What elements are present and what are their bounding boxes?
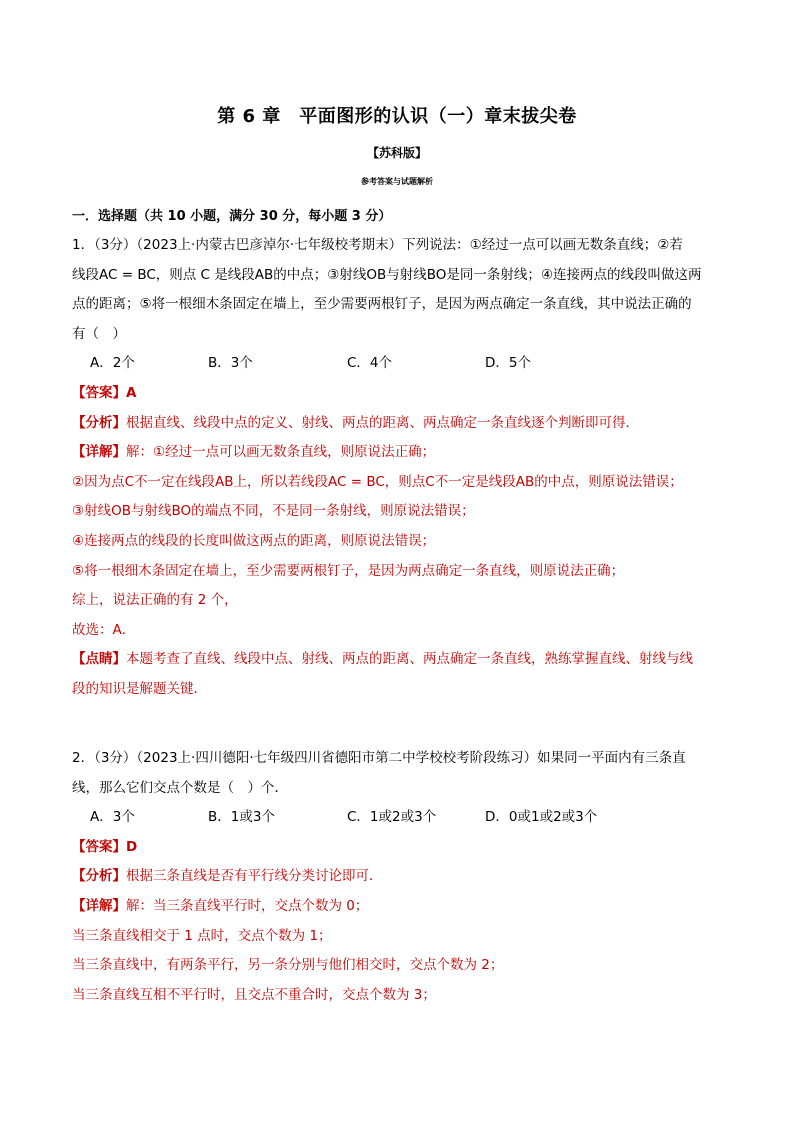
answer-key-subtitle: 参考答案与试题解析: [361, 177, 433, 186]
question-text-line: 有（ ）: [72, 325, 126, 342]
answer-line: [72, 379, 722, 409]
analysis-line: [72, 862, 722, 892]
question-1: [72, 231, 722, 705]
answer-tag: 【答案】: [72, 838, 126, 855]
detail-text: 解：当三条直线平行时，交点个数为 0；: [126, 897, 369, 914]
option-d: D．5个: [485, 355, 531, 372]
detail-line: [72, 438, 722, 468]
question-text-line: 2．（3分）（2023上·四川德阳·七年级四川省德阳市第二中学校校考阶段练习）如果同一平面内有三条直: [72, 750, 686, 766]
comment-tag: 【点睛】: [72, 651, 126, 668]
detail-line: 当三条直线中，有两条平行，另一条分别与他们相交时，交点个数为 2；: [72, 957, 504, 974]
detail-tag: 【详解】: [72, 444, 126, 461]
answer-value: A: [126, 384, 137, 401]
detail-line: [72, 892, 722, 922]
detail-line: 综上，说法正确的有 2 个，: [72, 592, 238, 609]
option-d: D．0或1或2或3个: [485, 809, 598, 826]
analysis-text: 根据三条直线是否有平行线分类讨论即可．: [126, 868, 383, 885]
question-text-line: 1．（3分）（2023上·内蒙古巴彦淖尔·七年级校考期末）下列说法：①经过一点可以画无数条直线；②若: [72, 237, 683, 253]
analysis-line: [72, 409, 722, 439]
question-2: [72, 744, 722, 1010]
section-heading: 一．选择题（共 10 小题，满分 30 分，每小题 3 分）: [72, 209, 392, 224]
option-c: C．4个: [347, 355, 393, 372]
detail-line: ④连接两点的线段的长度叫做这两点的距离，则原说法错误；: [72, 532, 436, 549]
answer-tag: 【答案】: [72, 384, 126, 401]
detail-line: ③射线OB与射线BO的端点不同，不是同一条射线，则原说法错误；: [72, 503, 475, 520]
comment-text: 本题考查了直线、线段中点、射线、两点的距离、两点确定一条直线，熟练掌握直线、射线与线: [126, 651, 693, 668]
option-b: B．3个: [208, 355, 253, 372]
detail-line: 故选：A．: [72, 621, 136, 638]
option-a: A．2个: [90, 355, 135, 372]
edition-label: 【苏科版】: [366, 146, 427, 160]
option-a: A．3个: [90, 809, 135, 826]
detail-line: 当三条直线相交于 1 点时，交点个数为 1；: [72, 927, 332, 944]
detail-line: 当三条直线互相不平行时，且交点不重合时，交点个数为 3；: [72, 986, 436, 1003]
detail-tag: 【详解】: [72, 897, 126, 914]
question-text-line: 线段AC = BC，则点 C 是线段AB的中点；③射线OB与射线BO是同一条射线；④连接两点的线段叫做这两: [72, 266, 702, 283]
question-text-line: 线，那么它们交点个数是（ ）个．: [72, 779, 288, 796]
comment-line: 段的知识是解题关键．: [72, 680, 207, 697]
document-title: 第 6 章 平面图形的认识（一）章末拔尖卷: [217, 106, 577, 127]
option-b: B．1或3个: [208, 809, 275, 826]
analysis-tag: 【分析】: [72, 414, 126, 431]
analysis-tag: 【分析】: [72, 868, 126, 885]
option-row: [72, 349, 722, 379]
analysis-text: 根据直线、线段中点的定义、射线、两点的距离、两点确定一条直线逐个判断即可得．: [126, 414, 639, 431]
comment-line: [72, 645, 722, 675]
detail-line: ②因为点C不一定在线段AB上，所以若线段AC = BC，则点C不一定是线段AB的中点，则原说法错误；: [72, 473, 683, 490]
detail-text: 解：①经过一点可以画无数条直线，则原说法正确；: [126, 444, 436, 461]
question-text-line: 点的距离；⑤将一根细木条固定在墙上，至少需要两根钉子，是因为两点确定一条直线，其中说法正确的: [72, 296, 692, 313]
answer-value: D: [126, 838, 138, 855]
option-c: C．1或2或3个: [347, 809, 437, 826]
answer-line: [72, 833, 722, 863]
option-row: [72, 803, 722, 833]
detail-line: ⑤将一根细木条固定在墙上，至少需要两根钉子，是因为两点确定一条直线，则原说法正确；: [72, 562, 625, 579]
